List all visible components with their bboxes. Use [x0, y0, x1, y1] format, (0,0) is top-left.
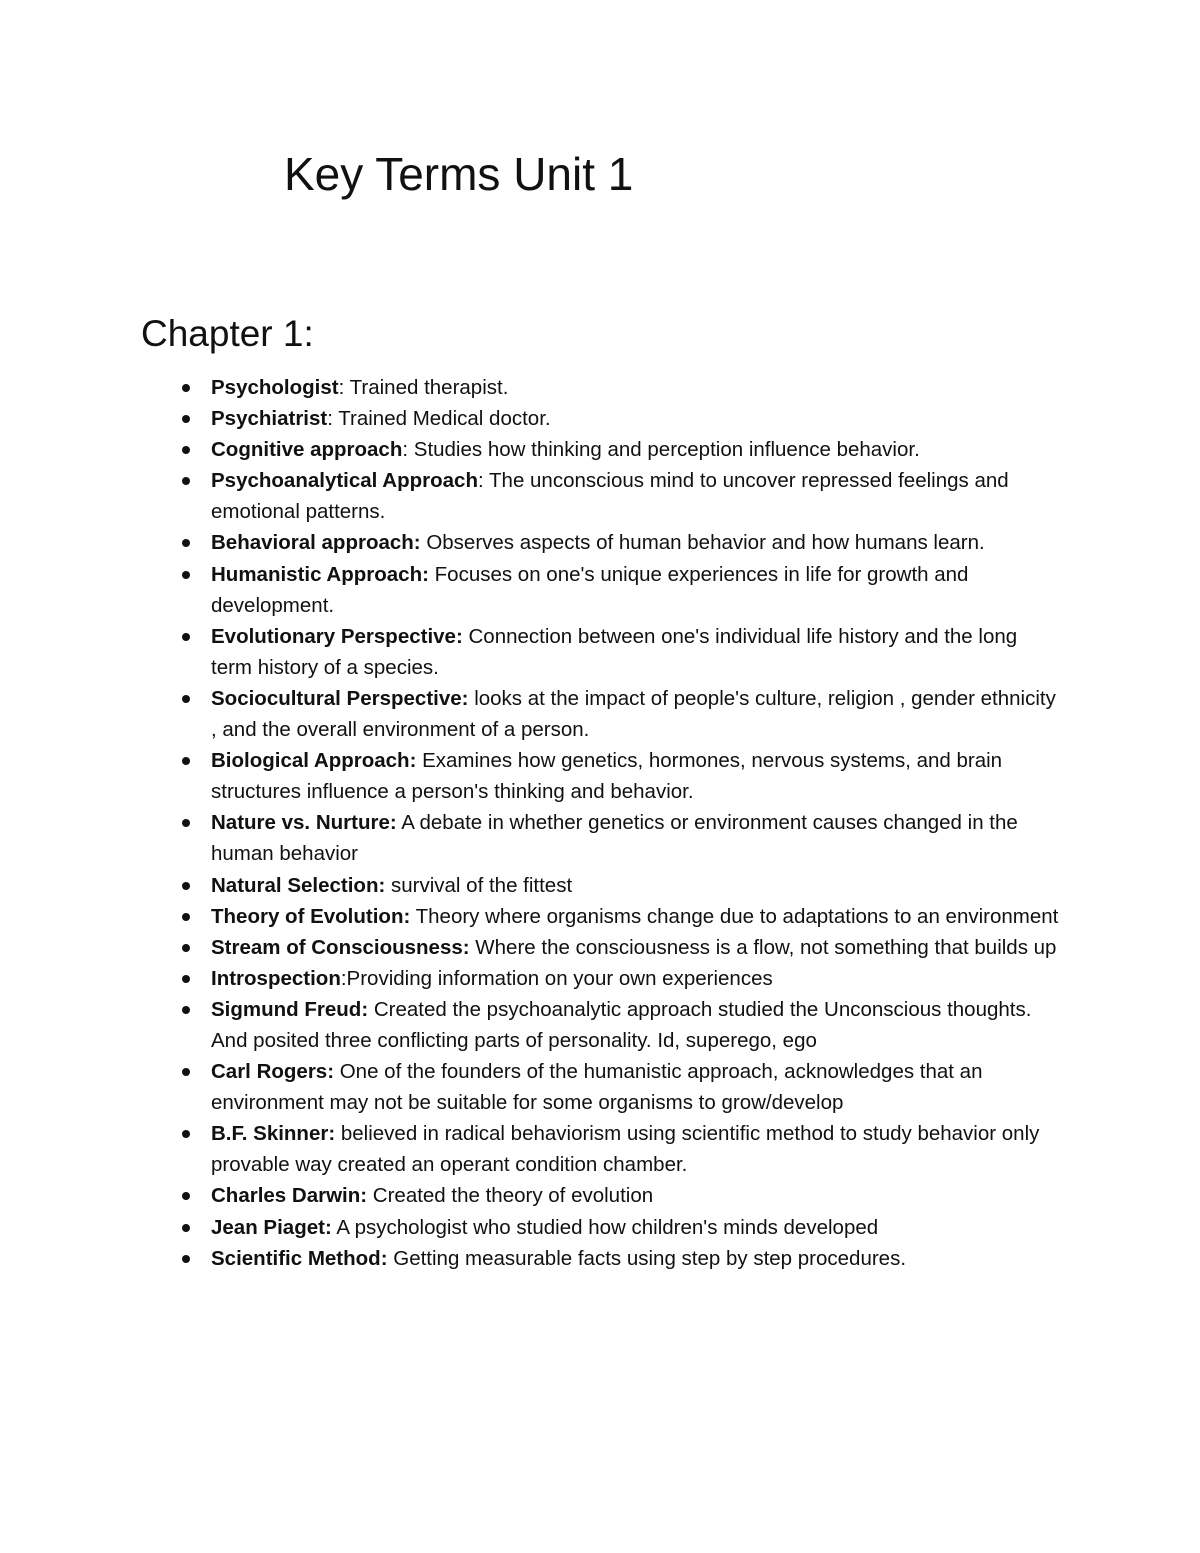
bullet-icon: [182, 539, 190, 547]
term-definition: Getting measurable facts using step by step procedures.: [393, 1246, 907, 1270]
term-definition: Trained therapist.: [349, 376, 509, 399]
key-term-item: [211, 434, 1061, 465]
term-separator: :: [340, 966, 347, 990]
term-definition: A debate in whether genetics or environment causes changed in the human behavior: [211, 811, 1018, 866]
term-definition: Created the theory of evolution: [372, 1184, 654, 1208]
bullet-icon: [182, 1006, 190, 1014]
bullet-icon: [182, 415, 190, 423]
term-name: Biological Approach:: [211, 749, 417, 773]
key-term-item: [211, 1118, 1061, 1180]
term-name: Carl Rogers:: [211, 1060, 335, 1084]
bullet-icon: [182, 384, 190, 392]
key-term-item: [211, 994, 1061, 1056]
key-term-item: [211, 1243, 1061, 1274]
term-definition: Providing information on your own experiences: [346, 966, 773, 990]
key-terms-list: [211, 372, 1061, 1274]
term-name: Sociocultural Perspective:: [211, 686, 469, 710]
term-name: Scientific Method:: [211, 1246, 388, 1270]
key-term-item: [211, 372, 1061, 403]
key-term-item: [211, 901, 1061, 932]
term-definition: Studies how thinking and perception influence behavior.: [413, 438, 920, 462]
term-definition: A psychologist who studied how children's minds developed: [336, 1215, 879, 1239]
bullet-icon: [182, 633, 190, 641]
term-definition: Where the consciousness is a flow, not something that builds up: [475, 935, 1057, 959]
term-name: B.F. Skinner:: [211, 1122, 336, 1146]
bullet-icon: [182, 757, 190, 765]
key-term-item: [211, 1212, 1061, 1243]
key-term-item: [211, 465, 1061, 527]
term-name: Natural Selection:: [211, 873, 386, 897]
term-name: Psychiatrist: [211, 407, 328, 431]
document-title: Key Terms Unit 1: [284, 148, 634, 200]
term-name: Theory of Evolution:: [211, 904, 411, 928]
term-definition: believed in radical behaviorism using scientific method to study behavior only provable way created an operant condition chamber.: [211, 1122, 1040, 1177]
key-term-item: [211, 1180, 1061, 1211]
key-term-item: [211, 527, 1061, 558]
bullet-icon: [182, 882, 190, 890]
key-term-item: [211, 963, 1061, 994]
key-term-item: [211, 683, 1061, 745]
term-name: Charles Darwin:: [211, 1184, 368, 1208]
term-definition: Trained Medical doctor.: [338, 407, 551, 431]
term-definition: Focuses on one's unique experiences in life for growth and development.: [211, 562, 969, 617]
bullet-icon: [182, 1068, 190, 1076]
term-separator: :: [402, 438, 414, 462]
bullet-icon: [182, 819, 190, 827]
key-term-item: [211, 559, 1061, 621]
key-term-item: [211, 807, 1061, 869]
term-definition: Examines how genetics, hormones, nervous systems, and brain structures influence a person's thinking and behavior.: [211, 749, 1003, 804]
key-term-item: [211, 1056, 1061, 1118]
term-separator: :: [327, 407, 339, 431]
bullet-icon: [182, 1224, 190, 1232]
term-definition: The unconscious mind to uncover repressed feelings and emotional patterns.: [211, 469, 1009, 524]
term-name: Psychoanalytical Approach: [211, 469, 478, 493]
term-name: Stream of Consciousness:: [211, 935, 470, 959]
term-definition: looks at the impact of people's culture, religion , gender ethnicity , and the overall environment of a person.: [211, 686, 1056, 742]
bullet-icon: [182, 446, 190, 454]
key-term-item: [211, 621, 1061, 683]
bullet-icon: [182, 1255, 190, 1263]
term-name: Humanistic Approach:: [211, 562, 429, 586]
key-term-item: [211, 745, 1061, 807]
term-definition: Created the psychoanalytic approach studied the Unconscious thoughts. And posited three conflicting parts of personality. Id, superego, ego: [211, 997, 1032, 1052]
bullet-icon: [182, 571, 190, 579]
bullet-icon: [182, 975, 190, 983]
bullet-icon: [182, 477, 190, 485]
bullet-icon: [182, 913, 190, 921]
term-definition: survival of the fittest: [391, 873, 573, 897]
term-name: Evolutionary Perspective:: [211, 624, 463, 648]
term-definition: Connection between one's individual life history and the long term history of a species.: [211, 624, 1018, 679]
term-definition: One of the founders of the humanistic approach, acknowledges that an environment may not be suitable for some organisms to grow/develop: [211, 1060, 983, 1115]
key-term-item: [211, 932, 1061, 963]
chapter-heading: Chapter 1:: [141, 313, 314, 354]
term-name: Nature vs. Nurture:: [211, 811, 397, 835]
key-term-item: [211, 403, 1061, 434]
term-name: Sigmund Freud:: [211, 997, 369, 1021]
term-definition: Observes aspects of human behavior and how humans learn.: [426, 531, 985, 555]
term-name: Psychologist: [211, 376, 339, 399]
term-name: Introspection: [211, 966, 341, 990]
key-term-item: [211, 870, 1061, 901]
term-separator: :: [477, 469, 490, 493]
term-name: Behavioral approach:: [211, 531, 421, 555]
bullet-icon: [182, 1192, 190, 1200]
term-name: Jean Piaget:: [211, 1215, 332, 1239]
term-name: Cognitive approach: [211, 438, 403, 462]
bullet-icon: [182, 944, 190, 952]
bullet-icon: [182, 695, 190, 703]
bullet-icon: [182, 1130, 190, 1138]
term-separator: :: [338, 376, 350, 399]
term-definition: Theory where organisms change due to adaptations to an environment: [415, 904, 1059, 928]
